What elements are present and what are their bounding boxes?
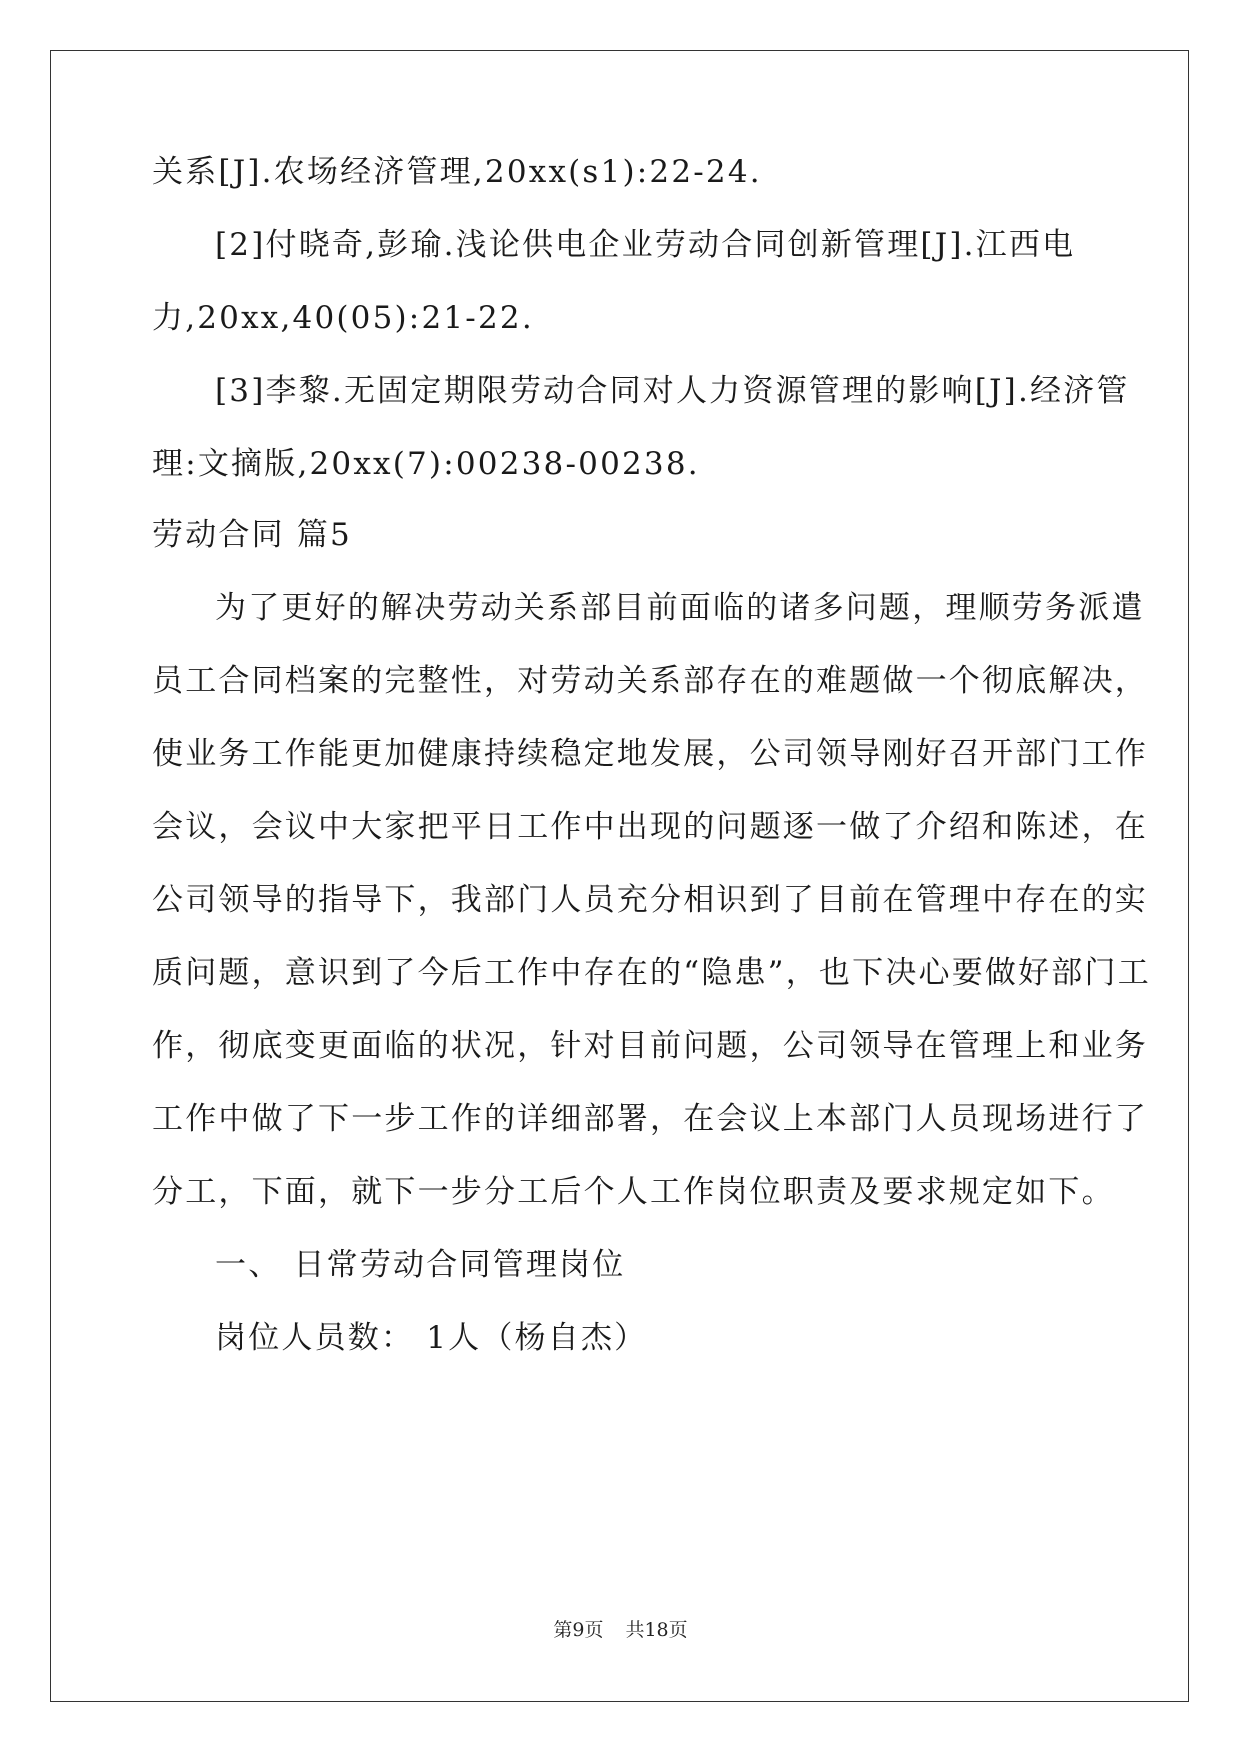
paragraph-line: 为了更好的解决劳动关系部目前面临的诸多问题，理顺劳务派遣 [215,590,1145,626]
paragraph-line: 作，彻底变更面临的状况，针对目前问题，公司领导在管理上和业务 [152,1028,1148,1064]
paragraph-line: 使业务工作能更加健康持续稳定地发展，公司领导刚好召开部门工作 [152,736,1148,772]
page-total: 共18页 [625,1619,688,1641]
paragraph-line: 公司领导的指导下，我部门人员充分相识到了目前在管理中存在的实 [152,882,1148,918]
paragraph-line: 工作中做了下一步工作的详细部署，在会议上本部门人员现场进行了 [152,1101,1148,1137]
reference-continuation-line: 关系[J].农场经济管理,20xx(s1):22-24. [152,154,762,190]
paragraph-line: 质问题，意识到了今后工作中存在的“隐患”，也下决心要做好部门工 [152,955,1151,991]
section-heading: 劳动合同 篇5 [152,517,352,553]
paragraph-line: 会议，会议中大家把平日工作中出现的问题逐一做了介绍和陈述，在 [152,809,1148,845]
reference-2-line: [2]付晓奇,彭瑜.浅论供电企业劳动合同创新管理[J].江西电 [215,227,1076,263]
paragraph-line: 分工，下面，就下一步分工后个人工作岗位职责及要求规定如下。 [152,1174,1115,1210]
page-footer [0,1618,1241,1642]
page-number: 第9页 [553,1619,604,1641]
reference-2-continuation-line: 力,20xx,40(05):21-22. [152,300,534,336]
reference-3-line: [3]李黎.无固定期限劳动合同对人力资源管理的影响[J].经济管 [215,373,1130,409]
reference-3-continuation-line: 理:文摘版,20xx(7):00238-00238. [152,446,700,482]
paragraph-line: 员工合同档案的完整性，对劳动关系部存在的难题做一个彻底解决， [152,663,1148,699]
subsection-heading: 一、 日常劳动合同管理岗位 [215,1247,626,1283]
staff-count-line: 岗位人员数： 1人（杨自杰） [215,1320,648,1356]
